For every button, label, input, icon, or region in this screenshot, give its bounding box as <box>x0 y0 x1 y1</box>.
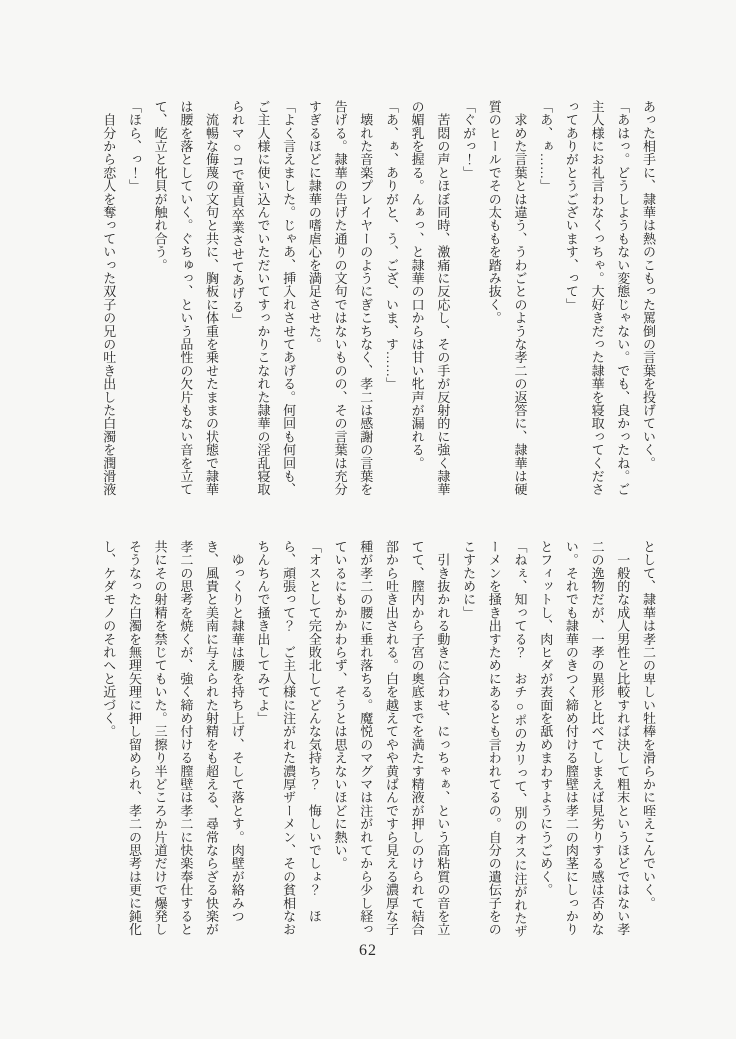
text-line: そうなった白濁を無理矢理に押し留められ、孝二の思考は更に鈍化 <box>126 540 142 936</box>
text-line: こすために」 <box>461 540 477 620</box>
text-line: は腰を落としていく。ぐちゅっ、という品性の欠片もない音を立て <box>178 100 194 496</box>
text-line: 「よく言えました。じゃあ、挿入れさせてあげる。何回も何回も、 <box>281 100 297 496</box>
text-line: 「あ、ぁ……」 <box>538 100 554 193</box>
text-line: き、風貴と美南に与えられた射精をも超える、尋常ならざる快楽が <box>204 540 220 936</box>
page-number: 62 <box>359 942 377 959</box>
text-line: 共にその射精を禁じてもいた。三擦り半どころか片道だけで爆発し <box>152 540 168 936</box>
text-line: 孝二の思考を焼くが、強く締め付ける膣壁は孝二に快楽奉仕すると <box>178 540 194 936</box>
text-line: すぎるほどに隷華の嗜虐心を満足させた。 <box>306 100 322 351</box>
text-line: ているにもかかわらず、そうとは思えないほどに熱い。 <box>332 540 348 870</box>
text-line: 二の逸物だが、一孝の異形と比べてしまえば見劣りする感は否めな <box>589 540 605 936</box>
text-line: し、ケダモノのそれへと近づく。 <box>101 540 117 738</box>
text-line: られマ○コで童貞卒業させてあげる」 <box>229 100 245 327</box>
text-line: て、屹立と牝貝が触れ合う。 <box>152 100 168 272</box>
text-line: あった相手に、隷華は熱のこもった罵倒の言葉を投げていく。 <box>641 100 656 470</box>
upper-text-block <box>96 100 661 496</box>
text-line: ちんちんで掻き出してみてよ」 <box>255 540 271 725</box>
text-line: 壊れた音楽プレイヤーのようにぎこちなく、孝二は感謝の言葉を <box>358 100 374 496</box>
text-line: 告げる。隷華の告げた通りの文句ではないものの、その言葉は充分 <box>332 100 348 496</box>
text-line: とフィットし、肉ヒダが表面を舐めまわすようにうごめく。 <box>538 540 554 897</box>
text-line: 「あはっ。どうしようもない変態じゃない。でも、良かったね。ご <box>615 100 631 496</box>
text-line: として、隷華は孝二の卑しい牡棒を滑らかに咥えこんでいく。 <box>641 540 656 910</box>
text-line: 「ねぇ、知ってる？ おチ○ポのカリって、別のオスに注がれたザ <box>512 540 528 938</box>
text-line: 引き抜かれる動きに合わせ、にっちゃぁ、という高粘質の音を立 <box>435 540 451 936</box>
text-line: 質のヒールでその太ももを踏み抜く。 <box>486 100 502 325</box>
text-line: 部から吐き出される。白を越えてやや黄ばんですら見える濃厚な子 <box>383 540 399 936</box>
text-line: 主人様にお礼言わなくっちゃ。大好きだった隷華を寝取ってくださ <box>589 100 605 496</box>
text-line: 「オスとして完全敗北してどんな気持ち？ 悔しいでしょ？ ほ <box>306 540 322 923</box>
text-line: い。それでも隷華のきつく締め付ける膣壁は孝二の肉茎にしっかり <box>563 540 579 936</box>
text-line: ら、頑張って？ ご主人様に注がれた濃厚ザーメン、その貧相なお <box>281 540 297 936</box>
text-line: 「ぐがっ！」 <box>461 100 477 180</box>
text-line: 種が孝二の腰に垂れ落ちる。魔悦のマグマは注がれてから少し経っ <box>358 540 374 936</box>
text-line: てて、膣内から子宮の奥底までを満たす精液が押しのけられて結合 <box>409 540 425 936</box>
text-line: 「あ、ぁ、ありがと、う、ござ、いま、す……」 <box>383 100 399 391</box>
text-line: 「ほら、っ！」 <box>126 100 142 193</box>
text-line: 一般的な成人男性と比較すれば決して粗末というほどではない孝 <box>615 540 631 936</box>
text-line: 求めた言葉とは違う、うわごとのような孝二の返答に、隷華は硬 <box>512 100 528 496</box>
text-line: ってありがとうございます、って」 <box>563 100 579 312</box>
text-line: の媚乳を握る。んぁっ、と隷華の口からは甘い牝声が漏れる。 <box>409 100 425 470</box>
text-line: ーメンを掻き出すためにあるとも言われてるの。自分の遺伝子をの <box>486 540 502 936</box>
lower-text-block <box>96 540 661 936</box>
text-line: ゆっくりと隷華は腰を持ち上げ、そして落とす。肉壁が絡みつ <box>229 540 245 923</box>
text-line: 流暢な侮蔑の文句と共に、胸板に体重を乗せたままの状態で隷華 <box>204 100 220 496</box>
text-line: 苦悶の声とほぼ同時、激痛に反応し、その手が反射的に強く隷華 <box>435 100 451 496</box>
text-line: ご主人様に使い込んでいただいてすっかりこなれた隷華の淫乱寝取 <box>255 100 271 496</box>
text-line: 自分から恋人を奪っていった双子の兄の吐き出した白濁を潤滑液 <box>101 100 117 496</box>
